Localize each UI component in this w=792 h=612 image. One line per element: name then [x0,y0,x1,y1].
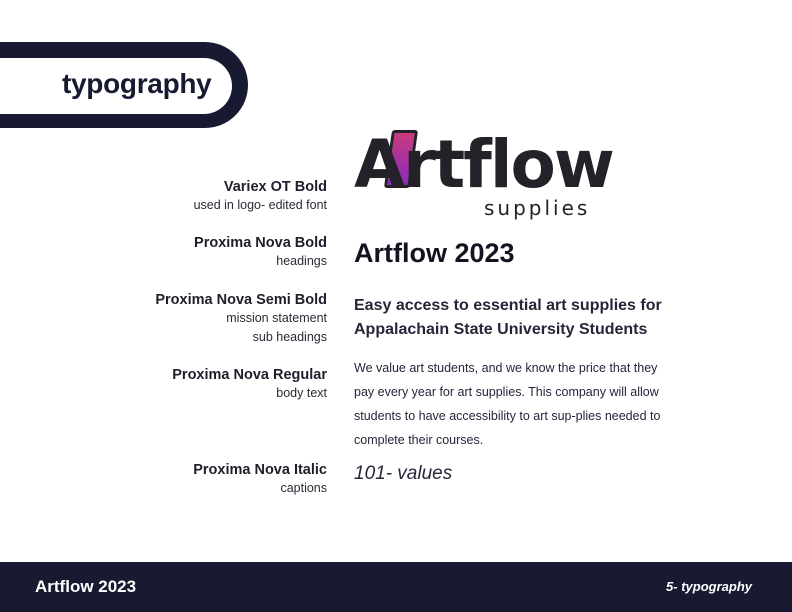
font-use: body text [276,386,327,400]
caption-sample: 101- values [354,463,453,484]
font-spec-variex [194,178,327,215]
heading-sample: Artflow 2023 [354,238,515,268]
font-use: captions [280,481,327,495]
font-spec-proxima-italic [193,461,327,498]
artflow-logo [352,124,612,224]
body-text-sample: We value art students, and we know the price that they pay every year for art supplies. This company will allow students to have accessibility to art sup-plies needed to complete their courses. [354,361,661,447]
footer-brand: Artflow 2023 [35,577,137,596]
logo-wordmark: Artflow [354,126,613,203]
font-use: sub headings [252,330,327,344]
section-title: typography [62,68,212,99]
font-spec-proxima-regular [172,366,327,403]
font-name: Proxima Nova Semi Bold [155,292,327,308]
subheading-sample: Easy access to essential art supplies for Appalachain State University Students [354,297,662,338]
logo-subtext: supplies [484,196,591,220]
font-use: mission statement [226,311,327,325]
font-name: Variex OT Bold [223,179,327,195]
font-use: headings [276,254,327,268]
font-name: Proxima Nova Regular [172,367,327,383]
font-spec-proxima-semibold [155,291,327,347]
font-name: Proxima Nova Bold [194,235,327,251]
footer-bar [0,562,792,612]
font-spec-proxima-bold [194,234,327,271]
footer-page-label: 5- typography [666,579,752,594]
font-name: Proxima Nova Italic [193,462,327,478]
font-use: used in logo- edited font [193,198,327,212]
